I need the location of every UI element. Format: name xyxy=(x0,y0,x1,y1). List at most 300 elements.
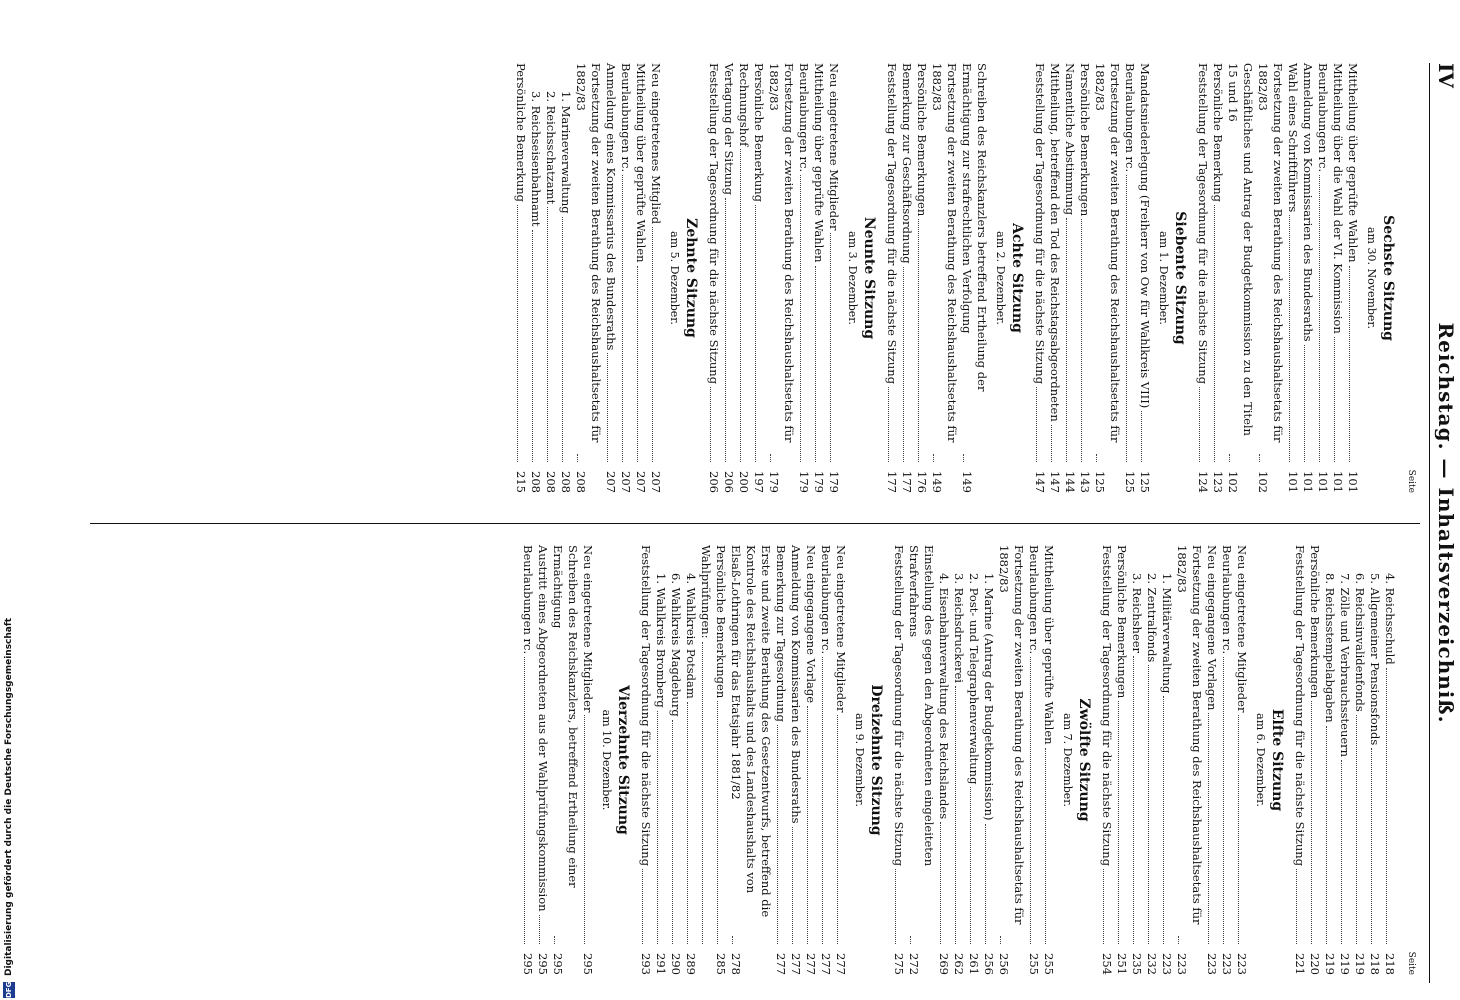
toc-entry xyxy=(936,545,951,975)
toc-entry-page: 220 xyxy=(1308,953,1322,975)
leader-dots xyxy=(940,822,941,944)
toc-entry-text: Austritt eines Abgeordneten aus der Wahlprüfungskommission xyxy=(536,545,550,912)
toc-entry-page: 147 xyxy=(1033,471,1047,493)
toc-entry-page: 272 xyxy=(907,953,921,975)
toc-entry-text: Anmeldung von Kommissarien des Bundesraths xyxy=(1301,63,1315,342)
toc-entry-page: 285 xyxy=(714,953,728,975)
toc-entry-text: 1. Wahlkreis Bromberg xyxy=(654,573,668,708)
session-title: Elfte Sitzung xyxy=(1269,708,1285,812)
toc-entry-text: 4. Reichsschuld xyxy=(1383,573,1397,665)
session-block xyxy=(884,63,1026,493)
page-header xyxy=(1429,63,1460,983)
session-date: am 1. Dezember. xyxy=(1157,231,1170,325)
toc-entry xyxy=(648,63,663,493)
leader-dots xyxy=(777,725,778,944)
toc-entry-text: 1. Marine (Antrag der Budgetkommission) xyxy=(982,573,996,821)
toc-entry xyxy=(1322,545,1337,975)
toc-entry-text: 6. Wahlkreis Magdeburg xyxy=(669,573,683,717)
leader-dots xyxy=(807,706,808,944)
leader-dots xyxy=(539,915,540,944)
toc-entry-page: 295 xyxy=(521,953,535,975)
leader-dots xyxy=(622,175,623,462)
toc-entry-text: Persönliche Bemerkungen xyxy=(915,63,929,217)
toc-entry xyxy=(1077,63,1092,493)
toc-entry-page: 179 xyxy=(812,471,826,493)
toc-entry xyxy=(580,545,595,975)
session-date: am 7. Dezember. xyxy=(1061,713,1074,807)
toc-entry-text: Persönliche Bemerkung xyxy=(1211,63,1225,203)
toc-entry xyxy=(951,545,966,975)
toc-entry xyxy=(1137,63,1152,493)
toc-entry xyxy=(803,545,818,975)
leader-dots xyxy=(963,454,964,462)
toc-entry xyxy=(1330,63,1345,493)
toc-entry-page: 102 xyxy=(1256,471,1270,493)
toc-entry xyxy=(1292,545,1307,975)
leader-dots xyxy=(822,657,823,944)
toc-entry xyxy=(520,545,535,975)
toc-entry-page: 218 xyxy=(1368,953,1382,975)
session-date: am 10. Dezember. xyxy=(600,709,613,811)
toc-entry-text: Beurlaubungen rc. xyxy=(1027,545,1041,655)
toc-entry-text: Fortsetzung der zweiten Berathung des Reichshaushaltsetats für 1882/83 xyxy=(1093,63,1122,443)
toc-entry-text: Geschäftliches und Antrag der Budgetkommission zu den Titeln 15 und 16 xyxy=(1226,63,1255,436)
toc-entry-text: 3. Reichsheer xyxy=(1130,573,1144,654)
leader-dots xyxy=(1349,266,1350,462)
toc-entry-page: 295 xyxy=(536,953,550,975)
toc-entry-text: Wahlprüfungen: xyxy=(699,545,713,639)
toc-entry-page: 208 xyxy=(544,471,558,493)
toc-entry-text: Anmeldung eines Kommissarius des Bundesraths xyxy=(604,63,618,351)
toc-entry-page: 277 xyxy=(774,953,788,975)
leader-dots xyxy=(1208,713,1209,944)
toc-entry-page: 206 xyxy=(707,471,721,493)
leader-dots xyxy=(903,267,904,462)
toc-entry-page: 223 xyxy=(1160,953,1174,975)
toc-entry-text: Fortsetzung der zweiten Berathung des Reichshaushaltsetats für 1882/83 xyxy=(930,63,959,443)
leader-dots xyxy=(687,702,688,944)
footer-credit-text: Digitalisierung gefördert durch die Deutsche Forschungsgemeinschaft xyxy=(4,617,14,976)
toc-entry xyxy=(721,63,736,493)
toc-entry xyxy=(1195,63,1210,493)
toc-entry-text: Mittheilung über die Wahl der VI. Kommission xyxy=(1331,63,1345,334)
leader-dots xyxy=(547,207,548,462)
column-divider xyxy=(90,523,1420,524)
toc-entry-page: 208 xyxy=(559,471,573,493)
leader-dots xyxy=(770,454,771,462)
leader-dots xyxy=(1223,657,1224,944)
toc-entry-text: Bemerkung zur Geschäftsordnung xyxy=(900,63,914,264)
toc-entry xyxy=(668,545,683,975)
toc-entry-text: 5. Allgemeiner Pensionsfonds xyxy=(1368,573,1382,746)
toc-entry-page: 219 xyxy=(1323,953,1337,975)
toc-entry-page: 179 xyxy=(827,471,841,493)
session-block xyxy=(520,545,632,975)
toc-entry xyxy=(683,545,698,975)
toc-entry-page: 179 xyxy=(767,471,781,493)
toc-entry-page: 223 xyxy=(1220,953,1234,975)
toc-entry xyxy=(1114,545,1129,975)
leader-dots xyxy=(1289,215,1290,462)
toc-entry xyxy=(1129,545,1144,975)
leader-dots xyxy=(800,175,801,462)
leader-dots xyxy=(1000,936,1001,944)
toc-entry-text: 4. Wahlkreis Potsdam xyxy=(684,573,698,699)
session-title: Siebente Sitzung xyxy=(1172,211,1188,345)
toc-entry-text: Feststellung der Tagesordnung für die nächste Sitzung xyxy=(1293,545,1307,867)
toc-entry xyxy=(1122,63,1137,493)
toc-entry xyxy=(736,63,751,493)
leader-dots xyxy=(815,266,816,462)
toc-entry-text: 2. Reichsschatzamt xyxy=(544,91,558,205)
toc-entry-page: 277 xyxy=(804,953,818,975)
toc-entry-text: Einstellung des gegen den Abgeordneten eingeleiteten Strafverfahrens xyxy=(907,545,936,867)
page-title: Reichstag. — Inhaltsverzeichniß. xyxy=(1434,322,1458,724)
toc-entry xyxy=(1345,63,1360,493)
toc-entry-text: 1. Militärverwaltung xyxy=(1160,573,1174,694)
toc-entry-page: 235 xyxy=(1130,953,1144,975)
left-column xyxy=(509,63,1418,493)
leader-dots xyxy=(895,869,896,944)
toc-entry-text: Erste und zweite Berathung des Gesetzentwurfs, betreffend die Kontrole des Reichshaushalts und des Landeshaushalts von Elsaß-Lothringen für das Etatsjahr 1881/82 xyxy=(729,545,773,918)
leader-dots xyxy=(1103,869,1104,944)
toc-entry xyxy=(766,63,796,493)
leader-dots xyxy=(1096,454,1097,462)
session-date: am 9. Dezember. xyxy=(853,713,866,807)
toc-entry-text: Rechnungshof xyxy=(737,63,751,147)
toc-entry xyxy=(638,545,653,975)
toc-entry-page: 102 xyxy=(1226,471,1240,493)
leader-dots xyxy=(1238,715,1239,944)
toc-entry xyxy=(751,63,766,493)
toc-entry-text: Fortsetzung der zweiten Berathung des Reichshaushaltsetats für 1882/83 xyxy=(997,545,1026,925)
toc-entry-text: Feststellung der Tagesordnung für die nächste Sitzung xyxy=(1196,63,1210,385)
toc-entry xyxy=(528,63,543,493)
seite-label: Seite xyxy=(1406,951,1416,975)
leader-dots xyxy=(1118,701,1119,944)
book-page xyxy=(65,45,1460,995)
leader-dots xyxy=(837,715,838,944)
session-title: Zehnte Sitzung xyxy=(683,218,699,338)
toc-entry-text: Beurlaubungen rc. xyxy=(619,63,633,173)
toc-entry xyxy=(698,545,713,975)
toc-entry-page: 255 xyxy=(1042,953,1056,975)
toc-entry xyxy=(1210,63,1225,493)
toc-entry-text: Namentliche Abstimmung xyxy=(1063,63,1077,216)
leader-dots xyxy=(918,219,919,462)
toc-entry-text: 7. Zölle und Verbrauchssteuern xyxy=(1338,573,1352,758)
toc-entry-text: Neu eingetretene Mitglieder xyxy=(581,545,595,713)
toc-entry xyxy=(1026,545,1041,975)
toc-entry-page: 125 xyxy=(1093,471,1107,493)
toc-entry-page: 251 xyxy=(1115,953,1129,975)
leader-dots xyxy=(1163,696,1164,944)
toc-entry xyxy=(884,63,899,493)
toc-entry-page: 291 xyxy=(654,953,668,975)
toc-entry-text: Vertagung der Sitzung xyxy=(722,63,736,195)
toc-entry-text: Mittheilung über geprüfte Wahlen xyxy=(634,63,648,263)
leader-dots xyxy=(1304,345,1305,462)
toc-entry-text: 6. Reichsinvalidenfonds xyxy=(1353,573,1367,712)
toc-entry xyxy=(981,545,996,975)
toc-entry-text: Neu eingetretene Mitglieder xyxy=(827,63,841,231)
toc-entry-page: 223 xyxy=(1235,953,1249,975)
toc-entry xyxy=(1234,545,1249,975)
leader-dots xyxy=(985,824,986,945)
toc-entry xyxy=(513,63,528,493)
toc-entry-page: 262 xyxy=(952,953,966,975)
toc-entry xyxy=(899,63,914,493)
leader-dots xyxy=(1030,657,1031,944)
leader-dots xyxy=(1229,454,1230,462)
toc-entry-page: 179 xyxy=(797,471,811,493)
toc-entry xyxy=(1225,63,1255,493)
toc-entry-text: Beurlaubungen rc. xyxy=(1220,545,1234,655)
session-date: am 5. Dezember. xyxy=(668,231,681,325)
toc-entry-page: 206 xyxy=(722,471,736,493)
leader-dots xyxy=(1371,748,1372,944)
toc-entry-page: 177 xyxy=(885,471,899,493)
leader-dots xyxy=(1133,656,1134,944)
toc-entry-page: 149 xyxy=(960,471,974,493)
session-title: Neunte Sitzung xyxy=(861,216,877,340)
toc-entry-text: Feststellung der Tagesordnung für die nächste Sitzung xyxy=(1100,545,1114,867)
leader-dots xyxy=(517,205,518,462)
toc-entry-text: Neu eingegangene Vorlage xyxy=(804,545,818,704)
leader-dots xyxy=(1311,701,1312,944)
toc-entry-text: Beurlaubungen rc. xyxy=(819,545,833,655)
toc-entry-text: Schreiben des Reichskanzlers, betreffend Ertheilung einer Ermächtigung xyxy=(551,545,580,888)
leader-dots xyxy=(1214,205,1215,462)
toc-entry-text: 2. Zentralfonds xyxy=(1145,573,1159,663)
toc-entry-text: Fortsetzung der zweiten Berathung des Reichshaushaltsetats für 1882/83 xyxy=(574,63,603,443)
leader-dots xyxy=(1296,869,1297,944)
toc-entry-text: Bemerkung zur Tagesordnung xyxy=(774,545,788,722)
session-block xyxy=(1032,63,1189,493)
toc-entry-page: 124 xyxy=(1196,471,1210,493)
leader-dots xyxy=(1141,411,1142,462)
toc-entry xyxy=(1092,63,1122,493)
session-block xyxy=(891,545,1093,975)
toc-entry xyxy=(796,63,811,493)
session-block xyxy=(513,63,700,493)
toc-entry-page: 207 xyxy=(604,471,618,493)
toc-entry-text: Neu eingetretenes Mitglied xyxy=(649,63,663,225)
toc-entry-page: 221 xyxy=(1293,953,1307,975)
toc-entry-text: 2. Post- und Telegraphenverwaltung xyxy=(967,573,981,785)
toc-entry-page: 144 xyxy=(1063,471,1077,493)
toc-entry-text: Beurlaubungen rc. xyxy=(1316,63,1330,173)
page-number: IV xyxy=(1434,63,1458,88)
toc-entry-text: Mittheilung über geprüfte Wahlen xyxy=(1042,545,1056,745)
toc-entry-page: 277 xyxy=(819,953,833,975)
leader-dots xyxy=(1386,668,1387,944)
toc-entry-page: 256 xyxy=(982,953,996,975)
toc-entry xyxy=(618,63,633,493)
toc-entry-page: 277 xyxy=(834,953,848,975)
toc-entry xyxy=(728,545,773,975)
toc-entry-text: Beurlaubungen rc. xyxy=(1123,63,1137,173)
session-block xyxy=(638,545,885,975)
toc-entry xyxy=(1315,63,1330,493)
leader-dots xyxy=(910,936,911,944)
leader-dots xyxy=(562,217,563,462)
toc-entry xyxy=(891,545,906,975)
toc-entry-text: Wahl eines Schriftführers xyxy=(1286,63,1300,213)
toc-entry xyxy=(1144,545,1159,975)
session-title: Sechste Sitzung xyxy=(1380,215,1396,341)
leader-dots xyxy=(1356,715,1357,944)
toc-entry-page: 125 xyxy=(1123,471,1137,493)
toc-entry-page: 278 xyxy=(729,953,743,975)
toc-entry-page: 149 xyxy=(930,471,944,493)
leader-dots xyxy=(740,149,741,462)
toc-entry-text: 8. Reichsstempelabgaben xyxy=(1323,573,1337,723)
leader-dots xyxy=(642,869,643,944)
toc-entry-text: Feststellung der Tagesordnung für die nächste Sitzung xyxy=(707,63,721,385)
toc-entry xyxy=(1219,545,1234,975)
toc-entry-page: 208 xyxy=(574,471,588,493)
leader-dots xyxy=(1259,454,1260,462)
leader-dots xyxy=(710,387,711,462)
session-block xyxy=(1195,63,1397,493)
toc-entry xyxy=(1159,545,1174,975)
toc-entry xyxy=(906,545,936,975)
toc-entry-page: 232 xyxy=(1145,953,1159,975)
toc-entry-text: Beurlaubungen rc. xyxy=(521,545,535,655)
toc-entry xyxy=(535,545,550,975)
toc-entry-page: 290 xyxy=(669,953,683,975)
toc-entry-page: 207 xyxy=(619,471,633,493)
toc-entry-text: Fortsetzung der zweiten Berathung des Reichshaushaltsetats für 1882/83 xyxy=(767,63,796,443)
leader-dots xyxy=(1066,218,1067,462)
leader-dots xyxy=(672,720,673,944)
toc-entry-page: 143 xyxy=(1078,471,1092,493)
toc-entry-text: 3. Reichsdruckerei xyxy=(952,573,966,683)
toc-entry-page: 223 xyxy=(1175,953,1189,975)
toc-entry-text: Neu eingetretene Mitglieder xyxy=(1235,545,1249,713)
seite-label: Seite xyxy=(1406,469,1416,493)
toc-entry-page: 255 xyxy=(1027,953,1041,975)
session-title: Achte Sitzung xyxy=(1009,223,1025,333)
leader-dots xyxy=(1334,337,1335,462)
toc-entry-text: Persönliche Bemerkungen xyxy=(714,545,728,699)
leader-dots xyxy=(652,227,653,462)
toc-entry-text: Persönliche Bemerkung xyxy=(752,63,766,203)
toc-entry xyxy=(1032,63,1047,493)
toc-entry-text: 4. Eisenbahnverwaltung des Reichslandes xyxy=(937,573,951,820)
leader-dots xyxy=(830,233,831,462)
toc-entry-page: 223 xyxy=(1205,953,1219,975)
leader-dots xyxy=(1319,175,1320,462)
toc-entry-page: 208 xyxy=(529,471,543,493)
leader-dots xyxy=(554,936,555,944)
toc-entry xyxy=(788,545,803,975)
toc-entry-page: 295 xyxy=(581,953,595,975)
leader-dots xyxy=(955,686,956,944)
toc-entry xyxy=(773,545,788,975)
leader-dots xyxy=(792,827,793,944)
toc-entry-text: Schreiben des Reichskanzlers betreffend Ertheilung der Ermächtigung zur strafrechtlichen Verfolgung xyxy=(960,63,989,392)
toc-entry xyxy=(653,545,668,975)
leader-dots xyxy=(1126,175,1127,462)
leader-dots xyxy=(717,701,718,944)
toc-entry-text: Mandatsniederlegung (Freiherr von Ow für Wahlkreis VIII) xyxy=(1138,63,1152,409)
session-block xyxy=(1099,545,1286,975)
toc-entry-page: 218 xyxy=(1383,953,1397,975)
session-title: Vierzehnte Sitzung xyxy=(615,685,631,835)
toc-entry-text: Anmeldung von Kommissarien des Bundesraths xyxy=(789,545,803,824)
toc-entry-text: Fortsetzung der zweiten Berathung des Reichshaushaltsetats für 1882/83 xyxy=(1175,545,1204,925)
leader-dots xyxy=(1036,387,1037,462)
toc-entry xyxy=(929,63,959,493)
toc-entry-text: Neu eingegangene Vorlagen xyxy=(1205,545,1219,711)
toc-entry-page: 254 xyxy=(1100,953,1114,975)
footer-credit xyxy=(0,0,18,1000)
toc-entry xyxy=(826,63,841,493)
toc-entry-page: 277 xyxy=(789,953,803,975)
leader-dots xyxy=(732,936,733,944)
toc-entry-page: 101 xyxy=(1331,471,1345,493)
toc-entry-page: 176 xyxy=(915,471,929,493)
toc-entry xyxy=(558,63,573,493)
toc-entry xyxy=(1337,545,1352,975)
toc-entry-page: 269 xyxy=(937,953,951,975)
toc-entry-page: 219 xyxy=(1353,953,1367,975)
leader-dots xyxy=(532,230,533,462)
leader-dots xyxy=(637,266,638,462)
toc-entry-page: 101 xyxy=(1286,471,1300,493)
toc-entry xyxy=(1300,63,1315,493)
toc-entry xyxy=(573,63,603,493)
toc-entry-page: 123 xyxy=(1211,471,1225,493)
leader-dots xyxy=(1081,219,1082,462)
toc-entry xyxy=(1204,545,1219,975)
toc-entry-text: 1. Marineverwaltung xyxy=(559,91,573,214)
toc-entry-text: 3. Reichseisenbahnamt xyxy=(529,91,543,227)
leader-dots xyxy=(657,711,658,944)
toc-entry xyxy=(1367,545,1382,975)
leader-dots xyxy=(1341,760,1342,944)
toc-entry xyxy=(713,545,728,975)
toc-entry-page: 215 xyxy=(514,471,528,493)
leader-dots xyxy=(933,454,934,462)
toc-entry xyxy=(959,63,989,493)
toc-entry-page: 207 xyxy=(634,471,648,493)
session-date: am 6. Dezember. xyxy=(1254,713,1267,807)
leader-dots xyxy=(755,205,756,462)
toc-entry-page: 101 xyxy=(1301,471,1315,493)
toc-entry xyxy=(550,545,580,975)
toc-entry xyxy=(996,545,1026,975)
leader-dots xyxy=(524,657,525,944)
toc-entry xyxy=(603,63,618,493)
toc-entry xyxy=(1307,545,1322,975)
leader-dots xyxy=(1178,936,1179,944)
toc-entry-text: Mittheilung über geprüfte Wahlen xyxy=(1346,63,1360,263)
toc-entry-text: Persönliche Bemerkung xyxy=(514,63,528,203)
toc-entry-page: 293 xyxy=(639,953,653,975)
toc-entry-page: 200 xyxy=(737,471,751,493)
session-date: am 30. November. xyxy=(1365,227,1378,329)
session-title: Dreizehnte Sitzung xyxy=(868,684,884,836)
toc-entry-page: 275 xyxy=(892,953,906,975)
session-block xyxy=(1292,545,1397,975)
toc-entry-text: Mittheilung, betreffend den Tod des Reichstagsabgeordneten xyxy=(1048,63,1062,422)
toc-entry-page: 197 xyxy=(752,471,766,493)
toc-entry xyxy=(914,63,929,493)
toc-entry xyxy=(1047,63,1062,493)
